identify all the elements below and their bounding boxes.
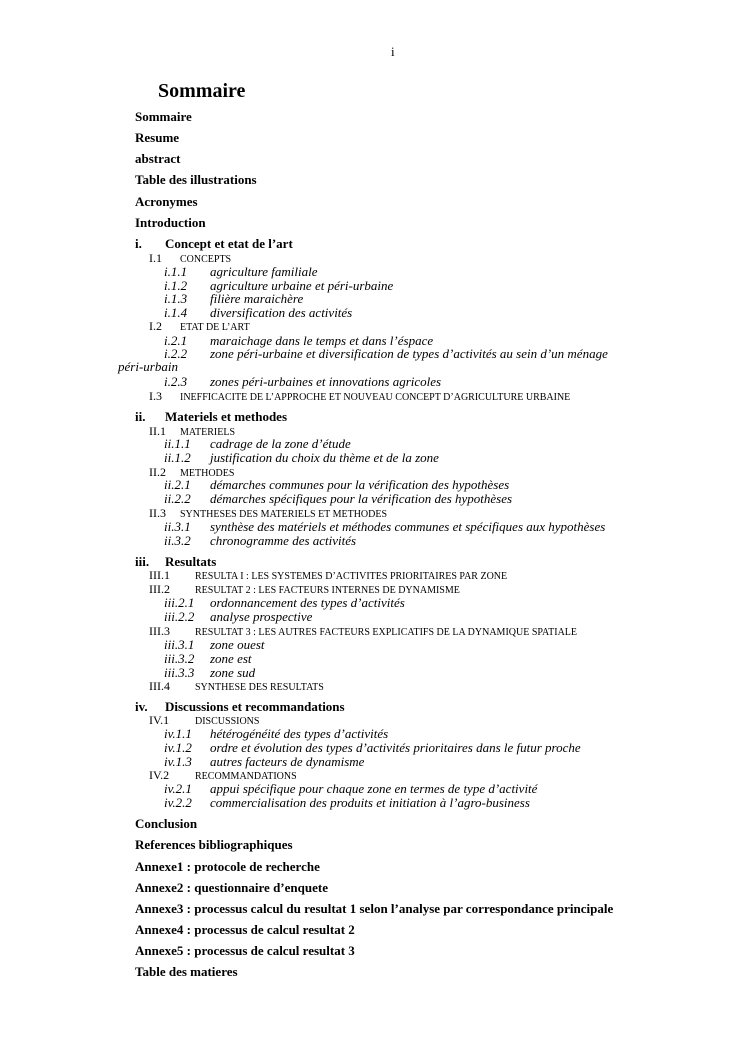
chapter-number: i. [135, 236, 142, 251]
item-label: chronogramme des activités [210, 533, 357, 548]
toc-item[interactable] [164, 652, 252, 665]
section-label: INEFFICACITE DE L’APPROCHE ET NOUVEAU CONCEPT D’AGRICULTURE URBAINE [180, 392, 571, 403]
toc-item[interactable] [164, 347, 608, 360]
item-number: i.2.3 [164, 374, 188, 389]
item-number: ii.2.2 [164, 491, 191, 506]
chapter-label: Discussions et recommandations [165, 699, 345, 714]
chapter-label: Concept et etat de l’art [165, 236, 293, 251]
item-label: maraichage dans le temps et dans l’éspace [210, 333, 434, 348]
toc-chapter[interactable] [135, 410, 287, 423]
section-label: RECOMMANDATIONS [195, 771, 297, 782]
item-label: agriculture urbaine et péri-urbaine [210, 278, 394, 293]
item-label: ordre et évolution des types d’activités prioritaires dans le futur proche [210, 740, 581, 755]
item-label: zone péri-urbaine et diversification de types d’activités au sein d’un ménage [210, 346, 608, 361]
toc-item[interactable] [164, 782, 537, 795]
item-number: i.1.1 [164, 264, 188, 279]
item-label: analyse prospective [210, 609, 313, 624]
section-label: RESULTAT 2 : LES FACTEURS INTERNES DE DYNAMISME [195, 585, 460, 596]
chapter-label: Resultats [165, 554, 217, 569]
item-number: i.1.3 [164, 291, 188, 306]
section-number: III.1 [149, 568, 170, 582]
chapter-number: iii. [135, 554, 150, 569]
item-label: filière maraichère [210, 291, 304, 306]
section-number: II.3 [149, 506, 166, 520]
item-number: iii.3.3 [164, 665, 195, 680]
item-number: iv.1.2 [164, 740, 192, 755]
toc-item[interactable] [164, 796, 530, 809]
item-number: i.1.4 [164, 305, 188, 320]
toc-item[interactable] [164, 451, 439, 464]
toc-item[interactable] [164, 437, 351, 450]
item-number: ii.1.1 [164, 436, 191, 451]
toc-entry-table-matieres[interactable]: Table des matieres [135, 964, 238, 979]
section-number: I.1 [149, 251, 162, 265]
item-number: iii.3.2 [164, 651, 195, 666]
item-number: iii.2.2 [164, 609, 195, 624]
item-label: commercialisation des produits et initiation à l’agro-business [210, 795, 530, 810]
toc-entry-annexe2[interactable]: Annexe2 : questionnaire d’enquete [135, 880, 328, 895]
page-number: i [391, 44, 395, 59]
item-label: cadrage de la zone d’étude [210, 436, 351, 451]
item-label: ordonnancement des types d’activités [210, 595, 405, 610]
item-label: zone sud [210, 665, 256, 680]
item-label: agriculture familiale [210, 264, 318, 279]
section-label: MATERIELS [180, 427, 235, 438]
item-label: zones péri-urbaines et innovations agricoles [210, 374, 442, 389]
section-label: SYNTHESES DES MATERIELS ET METHODES [180, 509, 388, 520]
toc-entry-resume[interactable]: Resume [135, 130, 180, 145]
item-label: appui spécifique pour chaque zone en termes de type d’activité [210, 781, 538, 796]
item-number: i.2.1 [164, 333, 188, 348]
toc-item[interactable] [164, 534, 356, 547]
page-title: Sommaire [158, 80, 246, 102]
toc-item[interactable] [164, 755, 364, 768]
toc-entry-illustrations[interactable]: Table des illustrations [135, 172, 257, 187]
toc-entry-annexe1[interactable]: Annexe1 : protocole de recherche [135, 859, 320, 874]
toc-item[interactable] [164, 610, 312, 623]
item-label: hétérogénéité des types d’activités [210, 726, 389, 741]
item-label: démarches spécifiques pour la vérification des hypothèses [210, 491, 513, 506]
toc-chapter[interactable] [135, 237, 293, 250]
section-number: IV.2 [149, 768, 170, 782]
chapter-number: ii. [135, 409, 146, 424]
section-number: III.4 [149, 679, 170, 693]
toc-item-wrap: péri-urbain [118, 359, 178, 374]
section-label: ETAT DE L’ART [180, 322, 250, 333]
section-number: III.2 [149, 582, 170, 596]
toc-chapter[interactable] [135, 555, 216, 568]
toc-item[interactable] [164, 638, 265, 651]
toc-item[interactable] [164, 375, 441, 388]
chapter-number: iv. [135, 699, 148, 714]
item-number: iv.1.1 [164, 726, 192, 741]
toc-entry-conclusion[interactable]: Conclusion [135, 816, 198, 831]
chapter-label: Materiels et methodes [165, 409, 288, 424]
item-label: autres facteurs de dynamisme [210, 754, 365, 769]
item-number: ii.2.1 [164, 477, 191, 492]
item-number: iii.3.1 [164, 637, 195, 652]
section-number: III.3 [149, 624, 170, 638]
section-number: II.1 [149, 424, 166, 438]
item-label: zone ouest [210, 637, 265, 652]
toc-entry-annexe3[interactable]: Annexe3 : processus calcul du resultat 1 selon l’analyse par correspondance principale [135, 901, 614, 916]
toc-chapter[interactable] [135, 700, 345, 713]
toc-section[interactable] [149, 680, 324, 693]
item-label: justification du choix du thème et de la zone [210, 450, 439, 465]
toc-entry-annexe4[interactable]: Annexe4 : processus de calcul resultat 2 [135, 922, 355, 937]
toc-item[interactable] [164, 666, 255, 679]
item-number: iii.2.1 [164, 595, 195, 610]
toc-item[interactable] [164, 265, 317, 278]
toc-item[interactable] [164, 306, 352, 319]
section-label: DISCUSSIONS [195, 716, 260, 727]
toc-item[interactable] [164, 741, 581, 754]
item-label: zone est [210, 651, 252, 666]
section-label: RESULTAT 3 : LES AUTRES FACTEURS EXPLICATIFS DE LA DYNAMIQUE SPATIALE [195, 627, 578, 638]
item-number: i.2.2 [164, 346, 188, 361]
section-label: RESULTA I : LES SYSTEMES D’ACTIVITES PRIORITAIRES PAR ZONE [195, 571, 508, 582]
item-label: diversification des activités [210, 305, 353, 320]
toc-section[interactable] [149, 390, 570, 403]
section-number: IV.1 [149, 713, 170, 727]
item-number: i.1.2 [164, 278, 188, 293]
toc-entry-annexe5[interactable]: Annexe5 : processus de calcul resultat 3 [135, 943, 355, 958]
toc-item[interactable] [164, 596, 405, 609]
toc-entry-introduction[interactable]: Introduction [135, 215, 206, 230]
section-number: II.2 [149, 465, 166, 479]
toc-section[interactable] [149, 569, 507, 582]
section-label: SYNTHESE DES RESULTATS [195, 682, 324, 693]
section-label: CONCEPTS [180, 254, 232, 265]
toc-item[interactable] [164, 492, 512, 505]
toc-entry-abstract[interactable]: abstract [135, 151, 181, 166]
item-label: synthèse des matériels et méthodes communes et spécifiques aux hypothèses [210, 519, 606, 534]
item-number: ii.3.2 [164, 533, 191, 548]
section-number: I.2 [149, 319, 162, 333]
toc-entry-acronymes[interactable]: Acronymes [135, 194, 198, 209]
toc-item[interactable] [164, 478, 509, 491]
item-number: iv.2.2 [164, 795, 192, 810]
toc-section[interactable] [149, 320, 250, 333]
section-number: I.3 [149, 389, 162, 403]
toc-entry-references[interactable]: References bibliographiques [135, 837, 293, 852]
toc-item[interactable] [164, 292, 303, 305]
item-number: ii.1.2 [164, 450, 191, 465]
toc-item[interactable] [164, 727, 388, 740]
item-number: iv.1.3 [164, 754, 192, 769]
item-number: iv.2.1 [164, 781, 192, 796]
toc-entry-sommaire[interactable]: Sommaire [135, 109, 192, 124]
section-label: METHODES [180, 468, 235, 479]
item-number: ii.3.1 [164, 519, 191, 534]
toc-item[interactable] [164, 520, 605, 533]
item-label: démarches communes pour la vérification des hypothèses [210, 477, 510, 492]
